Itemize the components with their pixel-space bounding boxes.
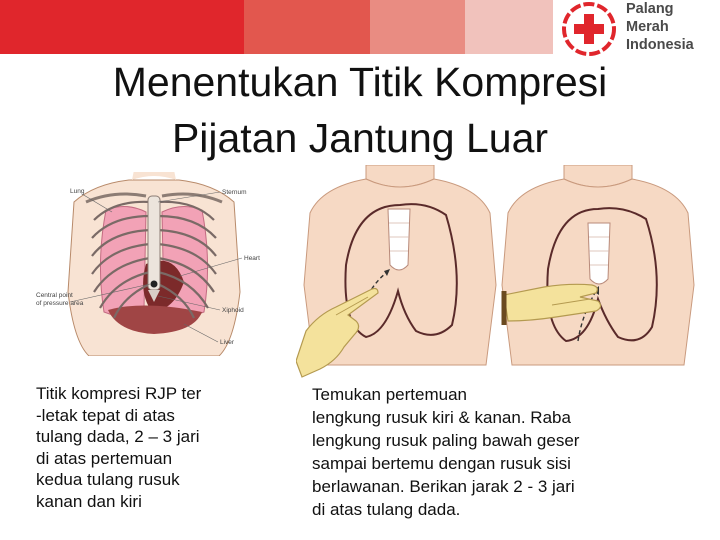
label-lung: Lung bbox=[70, 188, 85, 195]
label-central-point: Central point bbox=[36, 292, 73, 299]
title-line-2: Pijatan Jantung Luar bbox=[171, 115, 549, 161]
logo-line-3: Indonesia bbox=[626, 37, 694, 53]
rib-cage-anatomy-illustration bbox=[34, 172, 274, 356]
title-line-1: Menentukan Titik Kompresi bbox=[112, 59, 608, 105]
caption-procedure: Temukan pertemuan lengkung rusuk kiri & kanan. Raba lengkung rusuk paling bawah geser sampai bertemu dengan rusuk sisi berlawanan. Berikan jarak 2 - 3 jari di atas tulang dada. bbox=[312, 385, 580, 519]
page-title bbox=[40, 54, 680, 166]
label-sternum: Sternum bbox=[222, 189, 247, 196]
chest-finger-tracing-illustration bbox=[296, 165, 504, 385]
logo-line-1: Palang bbox=[626, 1, 674, 17]
logo-wordmark bbox=[626, 0, 694, 54]
header-bar-pink bbox=[465, 0, 553, 54]
caption-compression-point: Titik kompresi RJP ter -letak tepat di atas tulang dada, 2 – 3 jari di atas pertemuan kedua tulang rusuk kanan dan kiri bbox=[36, 384, 202, 511]
label-liver: Liver bbox=[220, 339, 235, 346]
label-pressure-area: of pressure area bbox=[36, 300, 84, 307]
header-bar-red bbox=[0, 0, 244, 54]
header-bar-salmon bbox=[370, 0, 465, 54]
chest-hand-placement-illustration bbox=[500, 165, 700, 385]
header-bar-coral bbox=[244, 0, 370, 54]
label-xiphoid: Xiphoid bbox=[222, 307, 244, 314]
label-heart: Heart bbox=[244, 255, 260, 262]
logo-line-2: Merah bbox=[626, 19, 669, 35]
